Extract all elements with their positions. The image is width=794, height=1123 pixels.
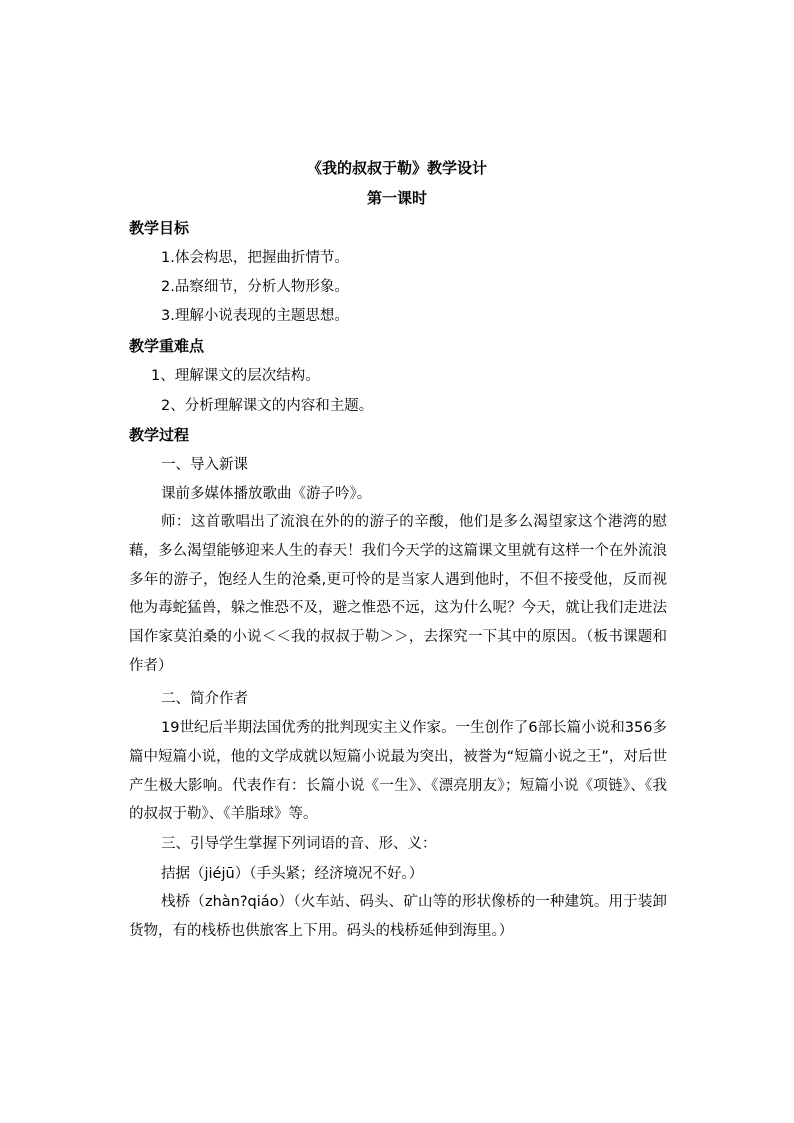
process-part1-line: 课前多媒体播放歌曲《游子吟》。 [161, 486, 372, 502]
process-part2-paragraph: 19世纪后半期法国优秀的批判现实主义作家。一生创作了6部长篇小说和356多篇中短篇小说，他的文学成就以短篇小说最为突出，被誉为“短篇小说之王”，对后世产生极大影响。代表作有：长篇小说《一生》、《漂亮朋友》；短篇小说《项链》、《我的叔叔于勒》、《羊脂球》等。 [129, 720, 667, 823]
process-part2-title: 二、简介作者 [161, 691, 248, 707]
keypoint-item-2: 2、分析理解课文的内容和主题。 [161, 398, 374, 414]
document-title: 《我的叔叔于勒》教学设计 [306, 159, 487, 177]
document-subtitle: 第一课时 [366, 189, 427, 207]
goal-item-1: 1.体会构思，把握曲折情节。 [161, 250, 349, 266]
process-part1-title: 一、导入新课 [161, 457, 248, 473]
goal-item-3: 3.理解小说表现的主题思想。 [161, 308, 349, 324]
process-part3-title: 三、引导学生掌握下列词语的音、形、义： [161, 836, 437, 852]
goal-item-2: 2.品察细节，分析人物形象。 [161, 279, 349, 295]
heading-process: 教学过程 [129, 426, 190, 444]
process-part1-paragraph: 师：这首歌唱出了流浪在外的的游子的辛酸，他们是多么渴望家这个港湾的慰藉，多么渴望能够迎来人生的春天！我们今天学的这篇课文里就有这样一个在外流浪多年的游子，饱经人生的沧桑,更可怜的是当家人遇到他时，不但不接受他，反而视他为毒蛇猛兽，躲之惟恐不及，避之惟恐不远，这为什么呢？今天，就让我们走进法国作家莫泊桑的小说＜＜我的叔叔于勒＞＞，去探究一下其中的原因。（板书课题和作者） [129, 514, 667, 674]
keypoint-item-1: 1、理解课文的层次结构。 [151, 368, 320, 384]
heading-keypoints: 教学重难点 [129, 337, 205, 355]
vocab-item-1: 拮据（jiéjū）（手头紧；经济境况不好。） [161, 866, 424, 882]
vocab-item-2: 栈桥（zhàn?qiáo）（火车站、码头、矿山等的形状像桥的一种建筑。用于装卸货物，有的栈桥也供旅客上下用。码头的栈桥延伸到海里。） [129, 894, 667, 939]
heading-goals: 教学目标 [129, 219, 190, 237]
